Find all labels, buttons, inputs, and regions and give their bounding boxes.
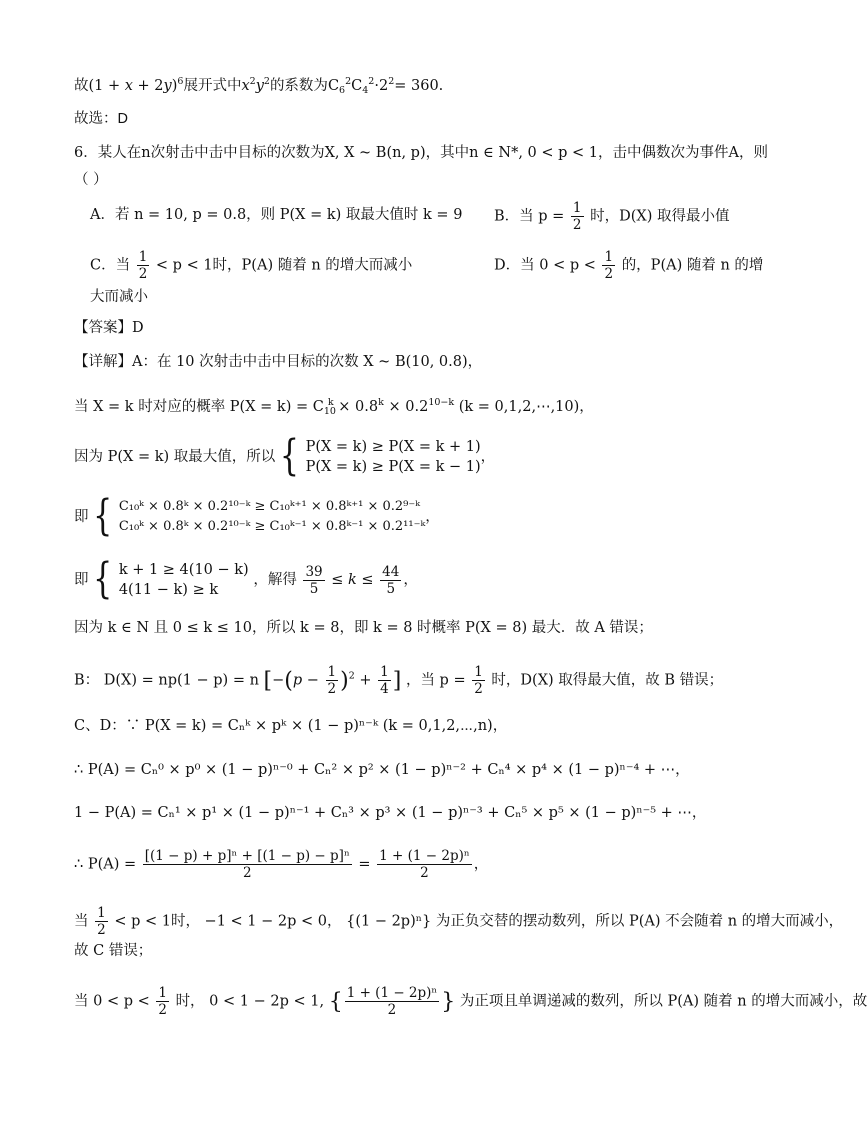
detail-intro: 【详解】A：在 10 次射击中击中目标的次数 X ~ B(10, 0.8)， xyxy=(74,354,483,370)
fraction-half: $\frac{1}{2}$ xyxy=(97,905,106,938)
conclusion-a: 因为 k ∈ N 且 0 ≤ k ≤ 10，所以 k = 8，即 k = 8 时概率 P(X = 8) 最大．故 A 错误； xyxy=(74,620,653,636)
pmf-tail-1: × 0.8 xyxy=(338,399,379,415)
case-c-analysis xyxy=(74,905,844,938)
fraction-half: $\frac{1}{2}$ xyxy=(158,985,167,1018)
formula-line-1 xyxy=(74,72,734,101)
option-a-text: A．若 n = 10, p = 0.8，则 P(X = k) 取最大值时 k = 9 xyxy=(90,207,463,223)
case-d-mid: 时， 0 < 1 − 2p < 1, xyxy=(175,993,325,1010)
solve-text: ，解得 xyxy=(253,572,297,588)
case-d-pre: 当 0 < p < xyxy=(74,993,150,1010)
left-brace: { xyxy=(93,554,113,604)
probability-formula: 当 X = k 时对应的概率 $P(X = k) = C_{10}^k \times 0.8^k \times 0.2^{10-k}$ (k = 0,1,2,⋯,10)， xyxy=(74,397,594,417)
p-even-closed-form: ∴ P(A) = $\frac{\text{[(1 − p) + p]ⁿ + [(1 − p) − p]ⁿ}}{2}$ = $\frac{\text{1 + (1 − 2p)ⁿ}}{2}$ ， xyxy=(74,848,489,881)
ji-2: 即 xyxy=(74,572,89,588)
fraction-half: $\frac{1}{2}$ xyxy=(572,200,582,233)
fraction-closed-1: $\frac{\text{[(1 − p) + p]ⁿ + [(1 − p) − p]ⁿ}}{2}$ xyxy=(144,848,350,881)
question-6-stem: 6．某人在n次射击中击中目标的次数为X, X ~ B(n, p)，其中n ∈ N*, 0 < p < 1，击中偶数次为事件A，则 xyxy=(74,145,768,161)
p-odd-sum: 1 − P(A) = Cₙ¹ × p¹ × (1 − p)ⁿ⁻¹ + Cₙ³ × p³ × (1 − p)ⁿ⁻³ + Cₙ⁵ × p⁵ × (1 − p)ⁿ⁻⁵ + ⋯， xyxy=(74,805,707,821)
expression-binomial: $(1 + x + 2y)^6$ xyxy=(88,76,184,94)
left-brace: { xyxy=(279,431,299,481)
fraction-half: $\frac{1}{2}$ xyxy=(604,249,614,282)
max-condition-pre: 因为 P(X = k) 取最大值，所以 xyxy=(74,449,276,465)
text-expansion: 展开式中 xyxy=(183,78,242,94)
option-b-pre: B．当 p = xyxy=(494,208,565,225)
option-d-continued: 大而减小 xyxy=(90,289,148,305)
p-even-sum: ∴ P(A) = Cₙ⁰ × p⁰ × (1 − p)ⁿ⁻⁰ + Cₙ² × p² × (1 − p)ⁿ⁻² + Cₙ⁴ × p⁴ × (1 − p)ⁿ⁻⁴ + ⋯， xyxy=(74,762,690,778)
inequality-simplified: 即 { k + 1 ≥ 4(10 − k) 4(11 − k) ≥ k ，解得 $\frac{39}{5}$ ≤ k ≤ $\frac{44}{5}$ ， xyxy=(74,554,418,604)
answer-label: 【答案】D xyxy=(74,320,144,336)
combination-expr: $C_6^2C_4^2\cdot 2^2$ xyxy=(327,76,395,96)
term-x2y2: $x^2y^2$ xyxy=(241,76,270,94)
option-c-post: < p < 1时，P(A) 随着 n 的增大而减小 xyxy=(155,257,413,274)
fraction-44-5: $\frac{44}{5}$ xyxy=(382,563,400,597)
option-d xyxy=(494,249,763,282)
inequality-expanded: 即 { C₁₀ᵏ × 0.8ᵏ × 0.2¹⁰⁻ᵏ ≥ C₁₀ᵏ⁺¹ × 0.8ᵏ⁺¹ × 0.2⁹⁻ᵏ C₁₀ᵏ × 0.8ᵏ × 0.2¹⁰⁻ᵏ ≥ C₁₀ᵏ⁻¹ × 0.8ᵏ⁻¹ × 0.2¹¹⁻ᵏ ， xyxy=(74,491,440,541)
max-condition: 因为 P(X = k) 取最大值，所以 { P(X = k) ≥ P(X = k + 1) P(X = k) ≥ P(X = k − 1) ， xyxy=(74,431,496,481)
option-b xyxy=(494,200,730,233)
fraction-half: $\frac{1}{2}$ xyxy=(327,664,337,697)
pmf-pre: 当 X = k 时对应的概率 P(X = k) = C xyxy=(74,399,324,415)
ji-1: 即 xyxy=(74,509,89,525)
fraction-quarter: $\frac{1}{4}$ xyxy=(380,664,389,697)
case-c-pre: 当 xyxy=(74,913,89,930)
variance-post: ，当 p = xyxy=(405,672,466,689)
result-value: = 360. xyxy=(394,78,444,94)
inequality-system-2: C₁₀ᵏ × 0.8ᵏ × 0.2¹⁰⁻ᵏ ≥ C₁₀ᵏ⁺¹ × 0.8ᵏ⁺¹ × 0.2⁹⁻ᵏ C₁₀ᵏ × 0.8ᵏ × 0.2¹⁰⁻ᵏ ≥ C₁₀ᵏ⁻¹ × 0.8ᵏ⁻¹ × 0.2¹¹⁻ᵏ xyxy=(118,499,426,534)
option-d-pre: D．当 0 < p < xyxy=(494,257,596,274)
case-d-analysis: 当 0 < p < $\frac{1}{2}$ 时， 0 < 1 − 2p < 1, { $\frac{\text{1 + (1 − 2p)ⁿ}}{2}$ } 为正项且单调递减的数列，所以 P(A) 随着 n 的增大而减小，故 xyxy=(74,985,867,1018)
case-d-post: 为正项且单调递减的数列，所以 P(A) 随着 n 的增大而减小，故 xyxy=(459,993,867,1010)
variance-formula: B： D(X) = np(1 − p) = n [−(p − $\frac{1}{2}$ )$^2$ + $\frac{1}{4}$ ] ，当 p = $\frac{1}{2}$ 时，D(X) 取得最大值，故 B 错误； xyxy=(74,664,724,697)
case-c-post: < p < 1时， −1 < 1 − 2p < 0， {(1 − 2p)ⁿ} 为正负交替的摆动数列，所以 P(A) 不会随着 n 的增大而减小， xyxy=(114,913,844,930)
option-b-post: 时，D(X) 取得最小值 xyxy=(590,208,730,225)
option-c-pre: C．当 xyxy=(90,257,131,274)
left-brace: { xyxy=(93,491,113,541)
variance-end: 时，D(X) 取得最大值，故 B 错误； xyxy=(491,672,724,689)
pmf-general: C、D：∵ P(X = k) = Cₙᵏ × pᵏ × (1 − p)ⁿ⁻ᵏ (k = 0,1,2,⋯,n)， xyxy=(74,718,508,734)
fraction-seq: $\frac{\text{1 + (1 − 2p)ⁿ}}{2}$ xyxy=(346,985,438,1018)
conclusion-c: 故 C 错误； xyxy=(74,943,153,959)
text-coefficient: 的系数为 xyxy=(269,78,328,94)
inequality-system-3: k + 1 ≥ 4(10 − k) 4(11 − k) ≥ k xyxy=(118,562,249,598)
variance-pre: B： D(X) = np(1 − p) = n xyxy=(74,672,259,689)
option-d-post: 的，P(A) 随着 n 的增 xyxy=(621,257,764,274)
choice-line: 故选：D xyxy=(74,111,128,127)
pmf-tail-2: × 0.2 xyxy=(388,399,429,415)
pmf-tail-3: (k = 0,1,2,⋯,10)， xyxy=(458,399,594,415)
fraction-39-5: $\frac{39}{5}$ xyxy=(305,563,323,597)
fraction-half: $\frac{1}{2}$ xyxy=(474,664,483,697)
inequality-system-1: P(X = k) ≥ P(X = k + 1) P(X = k) ≥ P(X = k − 1) xyxy=(305,439,481,475)
question-6-paren: （ ） xyxy=(74,172,108,188)
text-gu: 故 xyxy=(74,78,89,94)
fraction-closed-2: $\frac{\text{1 + (1 − 2p)ⁿ}}{2}$ xyxy=(379,848,470,881)
fraction-half: $\frac{1}{2}$ xyxy=(138,249,148,282)
p-even-pre: ∴ P(A) = xyxy=(74,856,137,873)
